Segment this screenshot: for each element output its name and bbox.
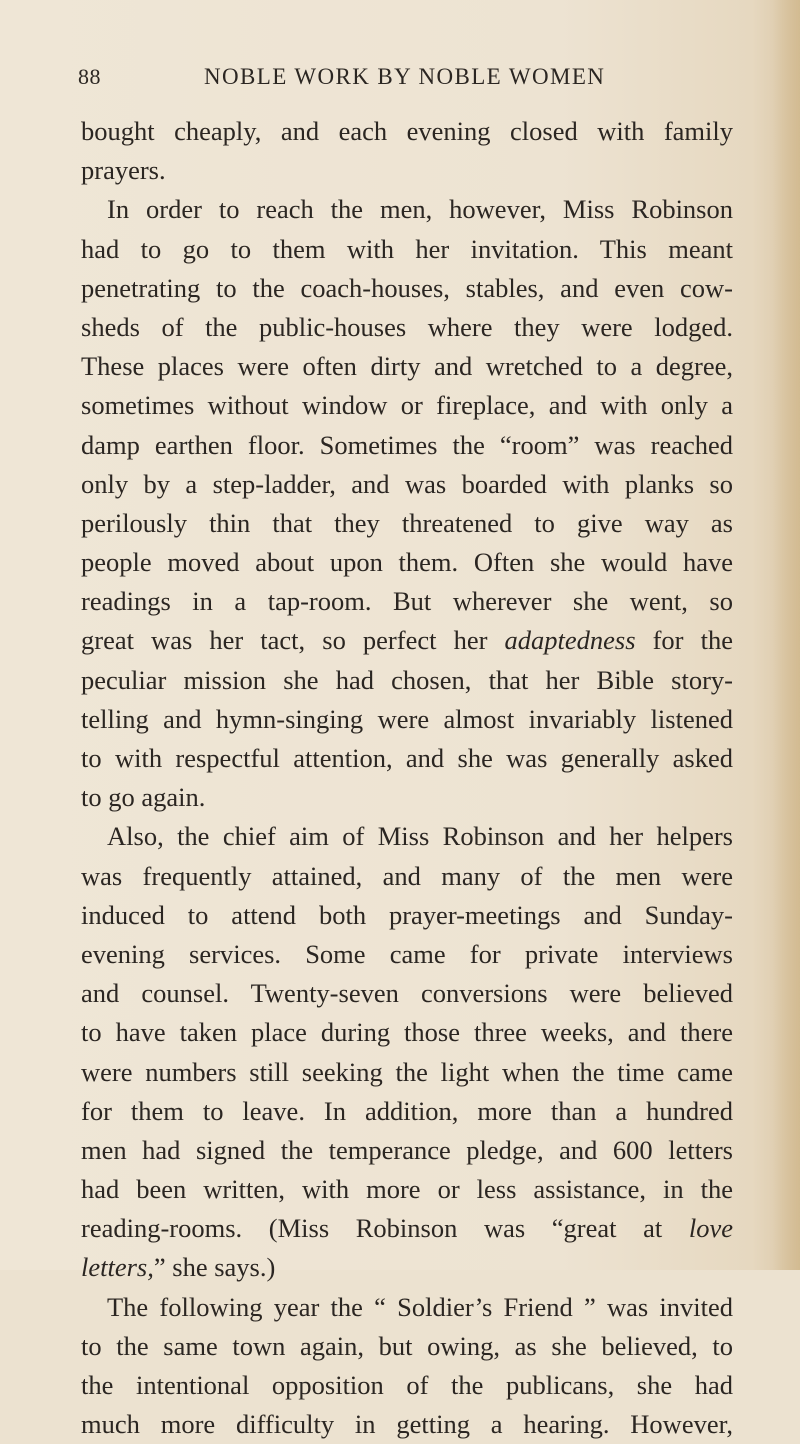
text-line	[81, 621, 733, 660]
text-line: to with respectful attention, and she was generally asked	[81, 743, 733, 773]
text-line: men had signed the temperance pledge, and 600 letters	[81, 1134, 733, 1165]
text-line: readings in a tap-room. But wherever she went, so	[81, 586, 733, 617]
page-number: 88	[78, 64, 101, 89]
text-line: penetrating to the coach-houses, stables, and even cow-	[81, 272, 733, 303]
body-text	[81, 112, 733, 1444]
italic-text: letters,	[81, 1252, 154, 1283]
text-line	[81, 1209, 733, 1248]
text-line: people moved about upon them. Often she would have	[81, 547, 733, 578]
text-line: These places were often dirty and wretched to a degree,	[81, 351, 733, 382]
text-line: damp earthen floor. Sometimes the “room” was reached	[81, 429, 733, 460]
text-line: sometimes without window or fireplace, and with only a	[81, 390, 733, 421]
text-line: for them to leave. In addition, more than a hundred	[81, 1095, 733, 1126]
text-line: Also, the chief aim of Miss Robinson and her helpers	[107, 821, 733, 852]
text-line: and counsel. Twenty-seven conversions were believed	[81, 978, 733, 1009]
text-line: were numbers still seeking the light when the time came	[81, 1056, 733, 1087]
text-line: The following year the “ Soldier’s Friend ” was invited	[107, 1291, 733, 1322]
running-title: NOBLE WORK BY NOBLE WOMEN	[204, 64, 606, 89]
text-line: to have taken place during those three weeks, and there	[81, 1017, 733, 1048]
text-line	[81, 1248, 733, 1287]
text-line: to the same town again, but owing, as she believed, to	[81, 1330, 733, 1361]
text-line: only by a step-ladder, and was boarded with planks so	[81, 468, 733, 499]
text-line: bought cheaply, and each evening closed with family	[81, 116, 733, 146]
text-line: was frequently attained, and many of the men were	[81, 860, 733, 891]
text-run: reading-rooms. (Miss Robinson was “great at	[81, 1213, 689, 1244]
text-line: prayers.	[81, 155, 166, 186]
text-line: to go again.	[81, 782, 206, 813]
text-line: the intentional opposition of the publicans, she had	[81, 1370, 733, 1400]
page-edge-stain	[772, 0, 800, 1270]
text-line: induced to attend both prayer-meetings and Sunday-	[81, 899, 733, 930]
text-line: telling and hymn-singing were almost invariably listened	[81, 703, 733, 734]
text-line: had to go to them with her invitation. This meant	[81, 233, 733, 264]
italic-text: adaptedness	[504, 625, 636, 656]
text-line: had been written, with more or less assistance, in the	[81, 1174, 733, 1205]
text-line: peculiar mission she had chosen, that her Bible story-	[81, 664, 733, 695]
text-line: much more difficulty in getting a hearing. However,	[81, 1409, 733, 1440]
text-run: great was her tact, so perfect her	[81, 625, 505, 656]
text-line: perilously thin that they threatened to give way as	[81, 507, 733, 538]
text-line: evening services. Some came for private interviews	[81, 938, 733, 969]
page-header	[78, 60, 738, 100]
italic-text: love	[688, 1213, 733, 1244]
text-line: sheds of the public-houses where they were lodged.	[81, 311, 733, 342]
text-line: In order to reach the men, however, Miss Robinson	[107, 194, 733, 225]
text-run: ” she says.)	[153, 1252, 276, 1283]
text-run: for the	[635, 625, 733, 656]
